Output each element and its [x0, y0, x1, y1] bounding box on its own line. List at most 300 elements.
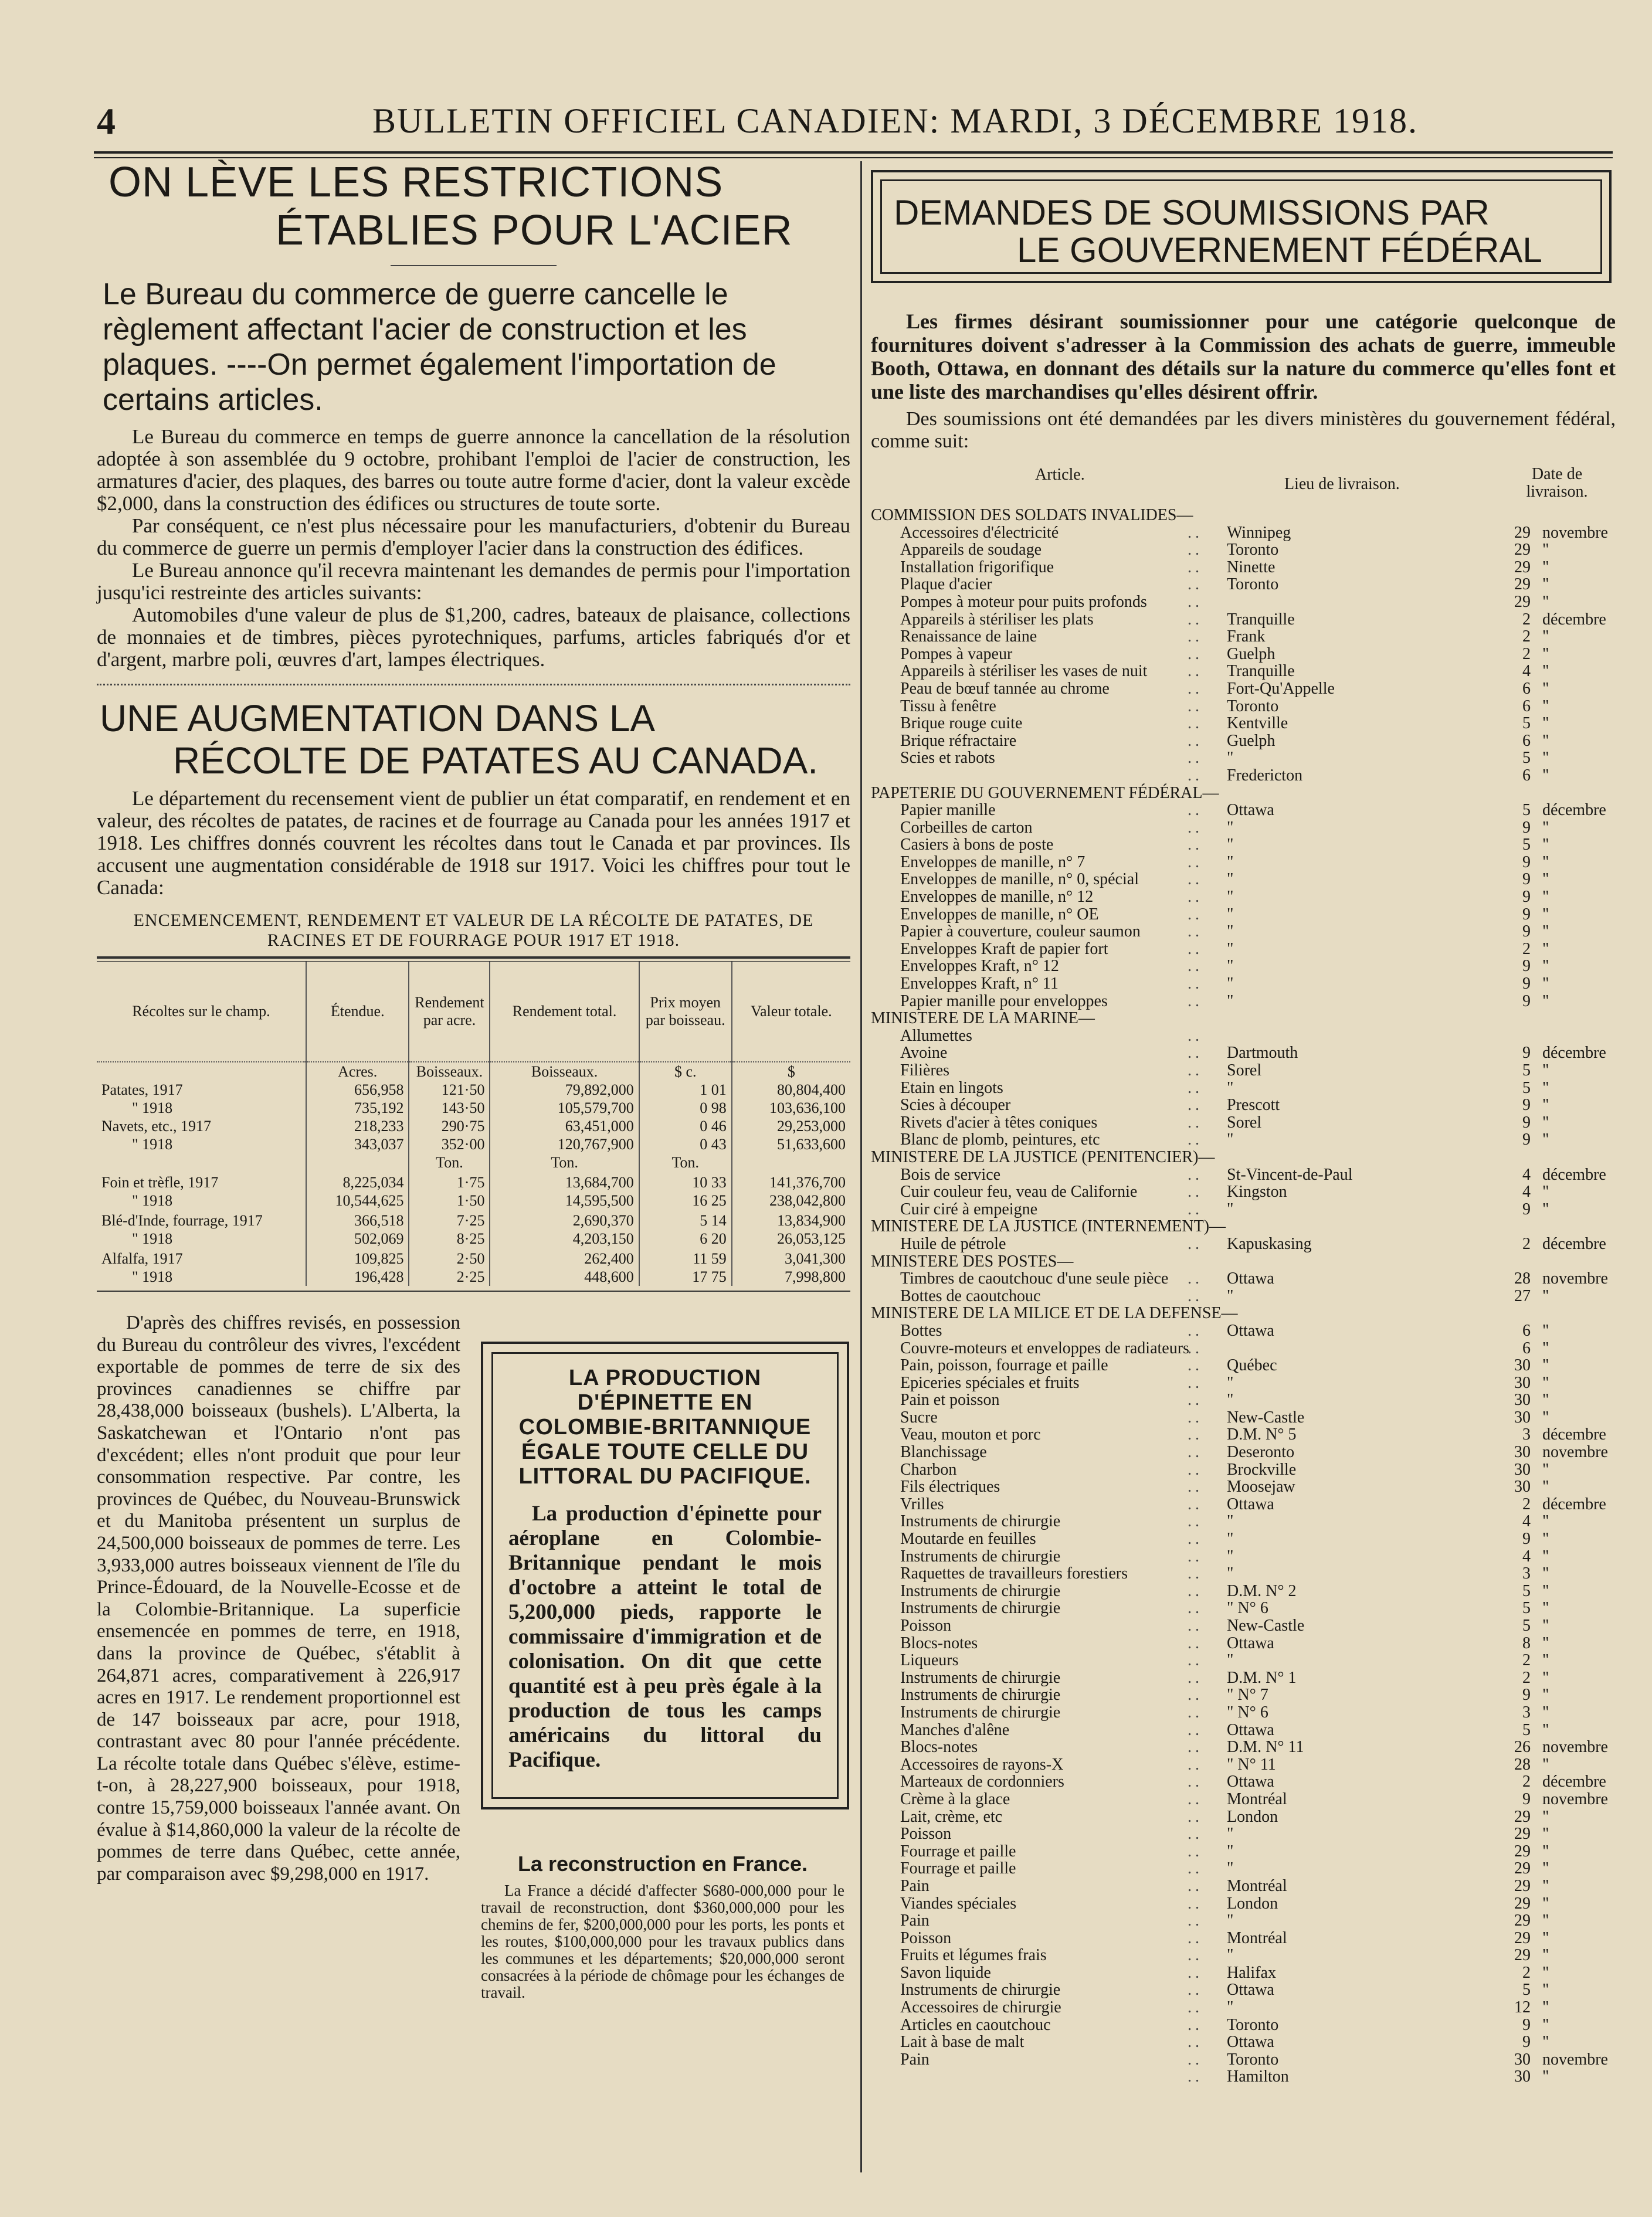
- tender-day: 9: [1522, 1530, 1531, 1549]
- tender-month: ": [1542, 1113, 1549, 1132]
- tender-location: ": [1227, 1825, 1234, 1843]
- tender-article: Instruments de chirurgie: [900, 1981, 1061, 1999]
- ministry-heading: [871, 1218, 1616, 1235]
- tender-day: 5: [1522, 714, 1531, 733]
- tender-day: 28: [1514, 1755, 1531, 1774]
- tender-day: 12: [1514, 1998, 1531, 2017]
- tender-article: Enveloppes de manille, n° 0, spécial: [900, 870, 1139, 889]
- tenders-title-inner: [880, 179, 1602, 274]
- tender-month: ": [1542, 1478, 1549, 1496]
- tender-location: ": [1227, 853, 1234, 871]
- tender-row: [871, 888, 1616, 906]
- leader-dots: ..: [1188, 1096, 1203, 1115]
- tender-article: Huile de pétrole: [900, 1234, 1006, 1253]
- tender-row: [871, 1530, 1616, 1548]
- tender-location: New-Castle: [1227, 1617, 1305, 1635]
- tender-row: [871, 1391, 1616, 1409]
- crop-value-cell: 17 75: [639, 1268, 732, 1286]
- tender-location: Guelph: [1227, 731, 1276, 750]
- leader-dots: ..: [1188, 1859, 1203, 1878]
- crop-value-cell: 51,633,600: [732, 1135, 850, 1153]
- tender-row: [871, 1583, 1616, 1600]
- leader-dots: ..: [1188, 749, 1203, 768]
- leader-dots: ..: [1188, 644, 1203, 663]
- crop-value-cell: 352·00: [409, 1135, 490, 1153]
- tender-month: ": [1542, 1912, 1549, 1930]
- tender-day: 2: [1522, 1495, 1531, 1513]
- tender-month: ": [1542, 1200, 1549, 1218]
- tender-article: Etain en lingots: [900, 1078, 1003, 1097]
- tender-location: Ottawa: [1227, 2033, 1274, 2052]
- tender-row: [871, 1704, 1616, 1722]
- tender-month: ": [1542, 2015, 1549, 2034]
- leader-dots: ..: [1188, 1581, 1203, 1600]
- ministry-name: MINISTERE DE LA JUSTICE (PENITENCIER)—: [871, 1147, 1215, 1166]
- tender-article: Viandes spéciales: [900, 1894, 1017, 1913]
- tender-row: [871, 1027, 1616, 1045]
- tender-row: [871, 871, 1616, 888]
- tenders-title-box: [871, 170, 1612, 283]
- crop-value-cell: 14,595,500: [490, 1191, 639, 1210]
- page-number: 4: [97, 100, 116, 142]
- crop-value-cell: 120,767,900: [490, 1135, 639, 1153]
- tender-location: Ottawa: [1227, 1720, 1274, 1739]
- tender-article: Enveloppes de manille, n° OE: [900, 905, 1099, 924]
- tender-row: [871, 1635, 1616, 1652]
- leader-dots: ..: [1188, 1599, 1203, 1618]
- tender-row: [871, 958, 1616, 975]
- ministry-name: COMMISSION DES SOLDATS INVALIDES—: [871, 506, 1193, 524]
- leader-dots: ..: [1188, 1634, 1203, 1652]
- tender-day: 2: [1522, 627, 1531, 646]
- steel-paragraph-2: Par conséquent, ce n'est plus nécessaire pour les manufacturiers, d'obtenir du Bureau du commerce de guerre un permis d'employer l'acier dans la construction des édifices.: [97, 514, 850, 559]
- leader-dots: ..: [1188, 1755, 1203, 1774]
- tender-row: [871, 836, 1616, 854]
- tender-day: 29: [1514, 592, 1531, 611]
- tender-row: [871, 593, 1616, 611]
- tender-article: Poisson: [900, 1617, 952, 1635]
- leader-dots: ..: [1188, 801, 1203, 820]
- column-header: Étendue.: [306, 962, 409, 1062]
- tender-row: [871, 1843, 1616, 1860]
- leader-dots: ..: [1188, 2067, 1203, 2086]
- tender-location: Frank: [1227, 627, 1266, 646]
- crop-value-cell: 105,579,700: [490, 1099, 639, 1117]
- tender-month: ": [1542, 714, 1549, 733]
- tender-day: 9: [1522, 922, 1531, 941]
- tender-month: ": [1542, 1096, 1549, 1115]
- leader-dots: ..: [1188, 1894, 1203, 1913]
- tender-month: ": [1542, 1321, 1549, 1340]
- tender-location: D.M. N° 1: [1227, 1668, 1297, 1687]
- tender-row: [871, 1340, 1616, 1357]
- tender-location: ": [1227, 1912, 1234, 1930]
- tender-location: Moosejaw: [1227, 1478, 1295, 1496]
- tender-location: ": [1227, 905, 1234, 924]
- crop-value-cell: 16 25: [639, 1191, 732, 1210]
- tender-month: ": [1542, 1581, 1549, 1600]
- tender-row: [871, 1235, 1616, 1253]
- tender-article: Poisson: [900, 1929, 952, 1947]
- tender-row: [871, 680, 1616, 698]
- tender-day: 9: [1522, 1130, 1531, 1149]
- tender-article: Poisson: [900, 1825, 952, 1843]
- column-header: Récoltes sur le champ.: [132, 1003, 270, 1020]
- tender-day: 2: [1522, 1773, 1531, 1791]
- leader-dots: ..: [1188, 836, 1203, 854]
- crop-value-cell: 79,892,000: [490, 1081, 639, 1099]
- tender-month: ": [1542, 662, 1549, 681]
- tender-day: 6: [1522, 1321, 1531, 1340]
- table-row: [97, 1135, 850, 1153]
- tender-month: ": [1542, 1460, 1549, 1479]
- tender-article: Peau de bœuf tannée au chrome: [900, 679, 1110, 698]
- tender-day: 29: [1514, 1807, 1531, 1826]
- tender-day: 30: [1514, 1478, 1531, 1496]
- tender-article: Tissu à fenêtre: [900, 697, 996, 715]
- leader-dots: ..: [1188, 541, 1203, 559]
- leader-dots: ..: [1188, 853, 1203, 871]
- leader-dots: ..: [1188, 1929, 1203, 1947]
- units-row: Acres. Boisseaux. Boisseaux. $ c. $: [97, 1062, 850, 1081]
- tender-location: ": [1227, 870, 1234, 889]
- tender-row: [871, 1739, 1616, 1756]
- tender-day: 4: [1522, 662, 1531, 681]
- tender-day: 29: [1514, 1842, 1531, 1860]
- tender-day: 30: [1514, 1460, 1531, 1479]
- tender-row: [871, 1096, 1616, 1114]
- leader-dots: ..: [1188, 1651, 1203, 1670]
- tender-month: ": [1542, 1564, 1549, 1583]
- tender-day: 29: [1514, 523, 1531, 542]
- tender-article: Sucre: [900, 1408, 938, 1427]
- crop-name-cell: Foin et trèfle, 1917: [101, 1174, 219, 1191]
- tender-location: ": [1227, 975, 1234, 993]
- tender-location: Hamilton: [1227, 2067, 1289, 2086]
- tender-article: Instruments de chirurgie: [900, 1703, 1061, 1722]
- table-row: [97, 1191, 850, 1210]
- leader-dots: ..: [1188, 1044, 1203, 1062]
- tender-article: Plaque d'acier: [900, 575, 992, 594]
- tender-article: Instruments de chirurgie: [900, 1581, 1061, 1600]
- tender-day: 5: [1522, 1617, 1531, 1635]
- tender-article: Instruments de chirurgie: [900, 1599, 1061, 1618]
- crop-name-cell: Patates, 1917: [101, 1081, 183, 1098]
- tender-location: ": [1227, 1946, 1234, 1965]
- tender-month: ": [1542, 766, 1549, 785]
- ministry-name: PAPETERIE DU GOUVERNEMENT FÉDÉRAL—: [871, 783, 1219, 802]
- tender-month: ": [1542, 1946, 1549, 1965]
- leader-dots: ..: [1188, 1564, 1203, 1583]
- tender-article: Instruments de chirurgie: [900, 1686, 1061, 1705]
- crop-value-cell: 366,518: [306, 1210, 409, 1230]
- tender-location: Tranquille: [1227, 662, 1295, 681]
- crop-value-cell: 6 20: [639, 1230, 732, 1248]
- leader-dots: ..: [1188, 1113, 1203, 1132]
- tender-row: [871, 1895, 1616, 1913]
- tender-month: décembre: [1542, 1165, 1606, 1184]
- potato-table-title: ENCEMENCEMENT, RENDEMENT ET VALEUR DE LA RÉCOLTE DE PATATES, DE RACINES ET DE FOURRAGE POUR 1917 ET 1918.: [133, 911, 814, 950]
- tender-row: [871, 854, 1616, 871]
- tender-location: Ottawa: [1227, 1773, 1274, 1791]
- tenders-headline-2: LE GOUVERNEMENT FÉDÉRAL: [1017, 230, 1542, 270]
- leader-dots: ..: [1188, 1443, 1203, 1462]
- tender-article: Avoine: [900, 1044, 948, 1062]
- table-row: [97, 1230, 850, 1248]
- tender-article: Fourrage et paille: [900, 1859, 1016, 1878]
- tender-row: [871, 715, 1616, 732]
- tender-month: novembre: [1542, 1443, 1608, 1462]
- tender-location: London: [1227, 1807, 1278, 1826]
- table-row: [97, 1210, 850, 1230]
- tender-article: Rivets d'acier à têtes coniques: [900, 1113, 1098, 1132]
- tender-row: [871, 1496, 1616, 1513]
- tender-location: ": [1227, 749, 1234, 768]
- tender-article: Scies et rabots: [900, 749, 995, 768]
- tender-month: ": [1542, 957, 1549, 976]
- tender-row: [871, 1686, 1616, 1704]
- leader-dots: ..: [1188, 523, 1203, 542]
- tender-month: ": [1542, 1373, 1549, 1392]
- tender-month: ": [1542, 1894, 1549, 1913]
- tender-article: Instruments de chirurgie: [900, 1668, 1061, 1687]
- tender-row: [871, 906, 1616, 924]
- tender-month: ": [1542, 1929, 1549, 1947]
- tender-article: Renaissance de laine: [900, 627, 1037, 646]
- tender-location: D.M. N° 5: [1227, 1425, 1297, 1444]
- tender-location: Ninette: [1227, 558, 1276, 576]
- ministry-heading: [871, 507, 1616, 524]
- tender-row: [871, 2033, 1616, 2051]
- col-article: Article.: [1035, 466, 1085, 484]
- crop-value-cell: 2,690,370: [490, 1210, 639, 1230]
- tender-month: ": [1542, 558, 1549, 576]
- tender-row: [871, 646, 1616, 663]
- leader-dots: ..: [1188, 1825, 1203, 1843]
- tender-row: [871, 524, 1616, 542]
- tender-row: [871, 576, 1616, 593]
- leader-dots: ..: [1188, 888, 1203, 907]
- tender-day: 29: [1514, 1912, 1531, 1930]
- article-separator: [97, 684, 850, 685]
- tender-article: Lait à base de malt: [900, 2033, 1025, 2052]
- tender-row: [871, 1426, 1616, 1444]
- tender-day: 8: [1522, 1634, 1531, 1652]
- tender-day: 9: [1522, 1044, 1531, 1062]
- leader-dots: ..: [1188, 1408, 1203, 1427]
- crop-value-cell: 143·50: [409, 1099, 490, 1117]
- leader-dots: ..: [1188, 1234, 1203, 1253]
- tender-month: ": [1542, 836, 1549, 854]
- crop-value-cell: 2·25: [409, 1268, 490, 1286]
- tender-location: ": [1227, 1512, 1234, 1531]
- leader-dots: ..: [1188, 1286, 1203, 1305]
- tender-month: ": [1542, 905, 1549, 924]
- leader-dots: ..: [1188, 818, 1203, 837]
- tender-location: Fort-Qu'Appelle: [1227, 679, 1335, 698]
- tender-article: Pain et poisson: [900, 1391, 1000, 1410]
- tender-location: ": [1227, 939, 1234, 958]
- tender-day: 2: [1522, 610, 1531, 629]
- crop-name-cell: " 1918: [132, 1136, 173, 1153]
- tender-row: [871, 1930, 1616, 1947]
- leader-dots: ..: [1188, 1981, 1203, 1999]
- tender-row: [871, 1201, 1616, 1218]
- crop-value-cell: 656,958: [306, 1081, 409, 1099]
- tender-row: [871, 1878, 1616, 1895]
- tender-location: Ottawa: [1227, 1981, 1274, 1999]
- tender-article: Pain, poisson, fourrage et paille: [900, 1356, 1108, 1375]
- tender-location: Prescott: [1227, 1096, 1280, 1115]
- page-header: [97, 94, 1613, 147]
- tender-row: [871, 1981, 1616, 1999]
- crop-value-cell: 10,544,625: [306, 1191, 409, 1210]
- leader-dots: ..: [1188, 1512, 1203, 1531]
- tender-day: 9: [1522, 818, 1531, 837]
- crop-name-cell: Blé-d'Inde, fourrage, 1917: [101, 1212, 263, 1229]
- crop-value-cell: 63,451,000: [490, 1117, 639, 1135]
- tender-location: ": [1227, 1859, 1234, 1878]
- ministry-heading: [871, 1253, 1616, 1271]
- ministry-heading: [871, 1010, 1616, 1027]
- tender-row: [871, 1166, 1616, 1184]
- tenders-headline-1: DEMANDES DE SOUMISSIONS PAR: [894, 193, 1490, 232]
- tender-location: Montréal: [1227, 1929, 1287, 1947]
- ministry-name: MINISTERE DE LA MILICE ET DE LA DEFENSE—: [871, 1304, 1238, 1323]
- tender-row: [871, 1478, 1616, 1496]
- leader-dots: ..: [1188, 731, 1203, 750]
- tender-row: [871, 1860, 1616, 1878]
- tender-location: ": [1227, 1286, 1234, 1305]
- tender-day: 5: [1522, 1061, 1531, 1079]
- leader-dots: ..: [1188, 1963, 1203, 1982]
- page-title: BULLETIN OFFICIEL CANADIEN: MARDI, 3 DÉCEMBRE 1918.: [372, 101, 1419, 140]
- tender-row: [871, 1183, 1616, 1201]
- tender-article: Cuir couleur feu, veau de Californie: [900, 1183, 1138, 1201]
- tender-day: 2: [1522, 1668, 1531, 1687]
- tender-article: Blocs-notes: [900, 1634, 978, 1652]
- tender-location: Ottawa: [1227, 801, 1274, 820]
- column-header: Rendement total.: [490, 962, 639, 1062]
- tenders-intro-2: Des soumissions ont été demandées par les divers ministères du gouvernement fédéral, comme suit:: [871, 408, 1616, 452]
- tender-article: Pompes à moteur pour puits profonds: [900, 592, 1147, 611]
- tender-month: ": [1542, 939, 1549, 958]
- column-divider: [860, 161, 862, 2172]
- crop-value-cell: 10 33: [639, 1172, 732, 1191]
- tender-article: Enveloppes de manille, n° 12: [900, 888, 1094, 907]
- tender-location: ": [1227, 957, 1234, 976]
- leader-dots: ..: [1188, 2015, 1203, 2034]
- tender-article: Bottes de caoutchouc: [900, 1286, 1041, 1305]
- crop-value-cell: 448,600: [490, 1268, 639, 1286]
- ministry-heading: [871, 785, 1616, 802]
- column-header: Valeur totale.: [732, 962, 850, 1062]
- tender-day: 9: [1522, 1200, 1531, 1218]
- crop-value-cell: 735,192: [306, 1099, 409, 1117]
- tender-row: [871, 1322, 1616, 1340]
- tender-day: 29: [1514, 1859, 1531, 1878]
- tender-month: ": [1542, 1807, 1549, 1826]
- tender-location: ": [1227, 1130, 1234, 1149]
- tender-month: ": [1542, 749, 1549, 768]
- tender-row: [871, 1288, 1616, 1305]
- tender-day: 3: [1522, 1425, 1531, 1444]
- tender-month: ": [1542, 975, 1549, 993]
- tender-location: Guelph: [1227, 644, 1276, 663]
- tender-article: Fils électriques: [900, 1478, 1000, 1496]
- leader-dots: ..: [1188, 1356, 1203, 1375]
- tender-row: [871, 923, 1616, 941]
- tender-row: [871, 698, 1616, 715]
- tender-month: ": [1542, 1356, 1549, 1375]
- tender-article: Instruments de chirurgie: [900, 1547, 1061, 1566]
- tender-day: 2: [1522, 1963, 1531, 1982]
- table-row: [97, 1268, 850, 1286]
- tender-day: 29: [1514, 1876, 1531, 1895]
- tender-month: ": [1542, 1530, 1549, 1549]
- leader-dots: ..: [1188, 1321, 1203, 1340]
- tender-day: 29: [1514, 1946, 1531, 1965]
- tender-article: Blanchissage: [900, 1443, 987, 1462]
- leader-dots: ..: [1188, 1078, 1203, 1097]
- tender-location: Toronto: [1227, 575, 1279, 594]
- tender-month: ": [1542, 922, 1549, 941]
- tender-row: [871, 1652, 1616, 1669]
- tender-month: ": [1542, 2067, 1549, 2086]
- tender-day: 30: [1514, 1373, 1531, 1392]
- tender-location: ": [1227, 922, 1234, 941]
- crop-value-cell: 262,400: [490, 1248, 639, 1268]
- tender-day: 5: [1522, 749, 1531, 768]
- tender-month: novembre: [1542, 1790, 1608, 1808]
- tender-row: [871, 1773, 1616, 1791]
- tender-day: 30: [1514, 2050, 1531, 2069]
- tender-article: Manches d'alêne: [900, 1720, 1010, 1739]
- spruce-headline: LA PRODUCTION D'ÉPINETTE EN COLOMBIE-BRITANNIQUE ÉGALE TOUTE CELLE DU LITTORAL DU PACIFIQUE.: [518, 1366, 812, 1489]
- tender-row: [871, 1079, 1616, 1097]
- tender-day: 9: [1522, 957, 1531, 976]
- leader-dots: ..: [1188, 1460, 1203, 1479]
- tender-day: 29: [1514, 1929, 1531, 1947]
- tender-article: Accessoires d'électricité: [900, 523, 1059, 542]
- tender-article: Pompes à vapeur: [900, 644, 1013, 663]
- leader-dots: ..: [1188, 992, 1203, 1010]
- tender-row: [871, 628, 1616, 646]
- tender-day: 6: [1522, 731, 1531, 750]
- leader-dots: ..: [1188, 1912, 1203, 1930]
- tender-row: [871, 1791, 1616, 1808]
- leader-dots: ..: [1188, 714, 1203, 733]
- tender-row: [871, 559, 1616, 576]
- tender-month: ": [1542, 1859, 1549, 1878]
- tender-article: Scies à découper: [900, 1096, 1011, 1115]
- tender-day: 5: [1522, 1581, 1531, 1600]
- tender-month: ": [1542, 1876, 1549, 1895]
- tender-article: Blocs-notes: [900, 1738, 978, 1757]
- crop-value-cell: 8,225,034: [306, 1172, 409, 1191]
- tender-article: Appareils à stériliser les plats: [900, 610, 1094, 629]
- tender-row: [871, 1444, 1616, 1461]
- tender-location: D.M. N° 2: [1227, 1581, 1297, 1600]
- leader-dots: ..: [1188, 1478, 1203, 1496]
- crop-value-cell: 7,998,800: [732, 1268, 850, 1286]
- col-lieu: Lieu de livraison.: [1284, 475, 1400, 493]
- tender-article: Instruments de chirurgie: [900, 1512, 1061, 1531]
- tender-day: 9: [1522, 975, 1531, 993]
- tender-location: Toronto: [1227, 541, 1279, 559]
- steel-subhead: Le Bureau du commerce de guerre cancelle le règlement affectant l'acier de construction et les plaques. ----On permet également l'importation de certains articles.: [103, 277, 776, 417]
- crop-value-cell: 238,042,800: [732, 1191, 850, 1210]
